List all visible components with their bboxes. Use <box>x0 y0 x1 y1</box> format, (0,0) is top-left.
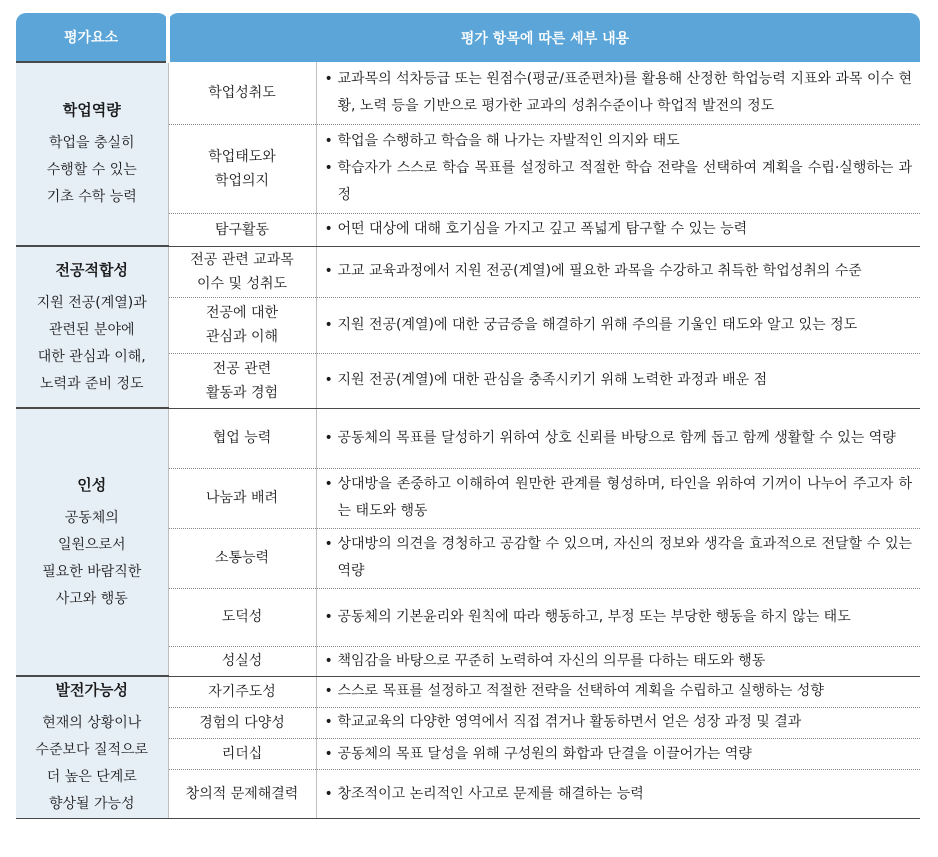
category-description-line: 대한 관심과 이해, <box>37 348 146 365</box>
detail-text: 학습자가 스스로 학습 목표를 설정하고 적절한 학습 전략을 선택하여 계획을 수립·실행하는 과정 <box>337 160 913 203</box>
sub-item-cell <box>168 246 316 297</box>
bullet-icon: • <box>324 476 333 492</box>
detail-line <box>325 312 913 339</box>
sub-item-name: 학업의지 <box>214 172 270 189</box>
category-description-line: 공동체의 <box>64 509 119 526</box>
sub-item-name: 학업성취도 <box>208 84 276 101</box>
bullet-icon: • <box>324 745 333 762</box>
detail-cell <box>316 62 920 124</box>
detail-cell <box>316 707 920 738</box>
category-description-line: 학업을 충실히 <box>48 135 135 151</box>
category-description-line: 수행할 수 있는 <box>46 162 137 178</box>
detail-text: 상대방을 존중하고 이해하여 원만한 관계를 형성하며, 타인을 위하여 기꺼이 나누어 주고자 하는 태도와 행동 <box>337 476 913 519</box>
bullet-icon: • <box>324 160 333 176</box>
detail-cell <box>316 676 920 707</box>
detail-text: 상대방의 의견을 경청하고 공감할 수 있으며, 자신의 정보와 생각을 효과적으로 전달할 수 있는 역량 <box>337 536 913 579</box>
sub-item-cell <box>168 646 316 676</box>
detail-cell <box>316 588 920 646</box>
table-row <box>16 246 920 297</box>
bullet-icon: • <box>324 429 333 446</box>
sub-item-name: 도덕성 <box>221 609 263 625</box>
detail-text: 스스로 목표를 설정하고 적절한 전략을 선택하여 계획을 수립하고 실행하는 성향 <box>337 683 824 700</box>
evaluation-table <box>16 13 920 819</box>
detail-text: 학교교육의 다양한 영역에서 직접 겪거나 활동하면서 얻은 성장 과정 및 결과 <box>337 714 802 731</box>
category-description-line: 필요한 바람직한 <box>42 563 142 580</box>
sub-item-name: 소통능력 <box>214 550 270 566</box>
sub-item-name: 리더십 <box>221 746 263 762</box>
detail-text: 고교 교육과정에서 지원 전공(계열)에 필요한 과목을 수강하고 취득한 학업성취의 수준 <box>337 263 862 279</box>
detail-line <box>325 648 913 675</box>
category-title: 인성 <box>77 475 107 494</box>
bullet-icon: • <box>324 652 333 669</box>
sub-item-name: 활동과 경험 <box>205 384 279 401</box>
category-title: 발전가능성 <box>55 681 128 699</box>
category-description-line: 향상될 가능성 <box>48 796 135 812</box>
detail-line <box>325 155 913 209</box>
table-header-row <box>16 13 920 62</box>
detail-text: 공동체의 목표를 달성하기 위하여 상호 신뢰를 바탕으로 함께 돕고 함께 생활할 수 있는 역량 <box>337 429 896 446</box>
detail-text: 어떤 대상에 대해 호기심을 가지고 깊고 폭넓게 탐구할 수 있는 능력 <box>337 221 748 237</box>
detail-cell <box>316 528 920 588</box>
bullet-icon: • <box>324 263 333 279</box>
detail-text: 창조적이고 논리적인 사고로 문제를 해결하는 능력 <box>337 785 644 802</box>
category-description-line: 일원으로서 <box>57 536 126 553</box>
detail-line <box>325 531 913 585</box>
category-cell <box>16 246 168 408</box>
sub-item-name: 경험의 다양성 <box>199 714 285 731</box>
sub-item-cell <box>168 408 316 468</box>
sub-item-cell <box>168 62 316 124</box>
detail-cell <box>316 124 920 213</box>
table-row <box>16 62 920 124</box>
detail-text: 학업을 수행하고 학습을 해 나가는 자발적인 의지와 태도 <box>337 133 680 149</box>
bullet-icon: • <box>324 133 333 149</box>
category-description-line: 사고와 행동 <box>55 590 128 607</box>
bullet-icon: • <box>324 70 333 87</box>
detail-line <box>325 471 913 525</box>
bullet-icon: • <box>324 608 333 625</box>
detail-line <box>325 781 913 808</box>
sub-item-name: 학업태도와 <box>208 148 276 165</box>
detail-text: 공동체의 기본윤리와 원칙에 따라 행동하고, 부정 또는 부당한 행동을 하지 않는 태도 <box>337 608 851 625</box>
category-cell <box>16 676 168 819</box>
detail-line <box>325 425 913 452</box>
detail-text: 공동체의 목표 달성을 위해 구성원의 화합과 단결을 이끌어가는 역량 <box>337 745 752 762</box>
detail-line <box>325 709 913 736</box>
detail-line <box>325 741 913 768</box>
category-description-line: 노력과 준비 정도 <box>39 375 144 392</box>
bullet-icon: • <box>324 683 333 700</box>
sub-item-cell <box>168 124 316 213</box>
detail-cell <box>316 213 920 246</box>
detail-text: 책임감을 바탕으로 꾸준히 노력하여 자신의 의무를 다하는 태도와 행동 <box>337 652 766 669</box>
category-description-line: 더 높은 단계로 <box>46 769 137 785</box>
bullet-icon: • <box>324 536 333 552</box>
detail-cell <box>316 468 920 528</box>
detail-cell <box>316 770 920 819</box>
detail-line <box>325 66 913 120</box>
sub-item-name: 전공 관련 교과목 <box>190 251 294 268</box>
sub-item-cell <box>168 676 316 707</box>
category-description-line: 수준보다 질적으로 <box>35 742 149 758</box>
bullet-icon: • <box>324 316 333 333</box>
sub-item-cell <box>168 297 316 353</box>
detail-text: 교과목의 석차등급 또는 원점수(평균/표준편차)를 활용해 산정한 학업능력 지표와 과목 이수 현황, 노력 등을 기반으로 평가한 교과의 성취수준이나 학업적 발전의 정도 <box>337 70 913 114</box>
table-body <box>16 62 920 819</box>
detail-line <box>325 604 913 631</box>
category-cell <box>16 408 168 676</box>
sub-item-name: 성실성 <box>221 653 263 669</box>
sub-item-cell <box>168 770 316 819</box>
evaluation-table-container <box>16 13 920 819</box>
category-description-line: 관련된 분야에 <box>48 321 135 338</box>
bullet-icon: • <box>324 714 333 731</box>
detail-line <box>325 216 913 243</box>
bullet-icon: • <box>324 221 333 237</box>
detail-cell <box>316 738 920 769</box>
sub-item-cell <box>168 738 316 769</box>
detail-line <box>325 258 913 285</box>
detail-text: 지원 전공(계열)에 대한 관심을 충족시키기 위해 노력한 과정과 배운 점 <box>337 372 768 388</box>
category-title: 전공적합성 <box>55 260 128 279</box>
sub-item-cell <box>168 588 316 646</box>
sub-item-name: 협업 능력 <box>212 430 272 446</box>
detail-cell <box>316 246 920 297</box>
sub-item-name: 전공 관련 <box>212 360 272 377</box>
sub-item-cell <box>168 213 316 246</box>
detail-cell <box>316 646 920 676</box>
sub-item-name: 관심과 이해 <box>205 329 279 345</box>
sub-item-name: 전공에 대한 <box>205 305 279 321</box>
bullet-icon: • <box>324 372 333 388</box>
sub-item-name: 나눔과 배려 <box>205 490 279 506</box>
detail-cell <box>316 353 920 408</box>
sub-item-name: 자기주도성 <box>208 683 276 700</box>
sub-item-cell <box>168 528 316 588</box>
sub-item-name: 탐구활동 <box>214 221 270 238</box>
detail-line <box>325 128 913 155</box>
detail-cell <box>316 408 920 468</box>
category-description-line: 기초 수학 능력 <box>46 189 137 205</box>
bullet-icon: • <box>324 785 333 802</box>
category-cell <box>16 62 168 246</box>
header-evaluation-element: 평가요소 <box>16 13 168 62</box>
sub-item-name: 창의적 문제해결력 <box>185 786 299 803</box>
sub-item-name: 이수 및 성취도 <box>196 275 288 292</box>
detail-line <box>325 367 913 394</box>
detail-line <box>325 678 913 705</box>
detail-cell <box>316 297 920 353</box>
sub-item-cell <box>168 468 316 528</box>
sub-item-cell <box>168 353 316 408</box>
sub-item-cell <box>168 707 316 738</box>
detail-text: 지원 전공(계열)에 대한 궁금증을 해결하기 위해 주의를 기울인 태도와 알고 있는 정도 <box>337 316 858 333</box>
category-title: 학업역량 <box>62 101 121 119</box>
category-description-line: 현재의 상황이나 <box>42 715 142 731</box>
table-row <box>16 676 920 707</box>
category-description-line: 지원 전공(계열)과 <box>36 294 147 311</box>
table-row <box>16 408 920 468</box>
header-detail-content: 평가 항목에 따른 세부 내용 <box>168 13 920 62</box>
